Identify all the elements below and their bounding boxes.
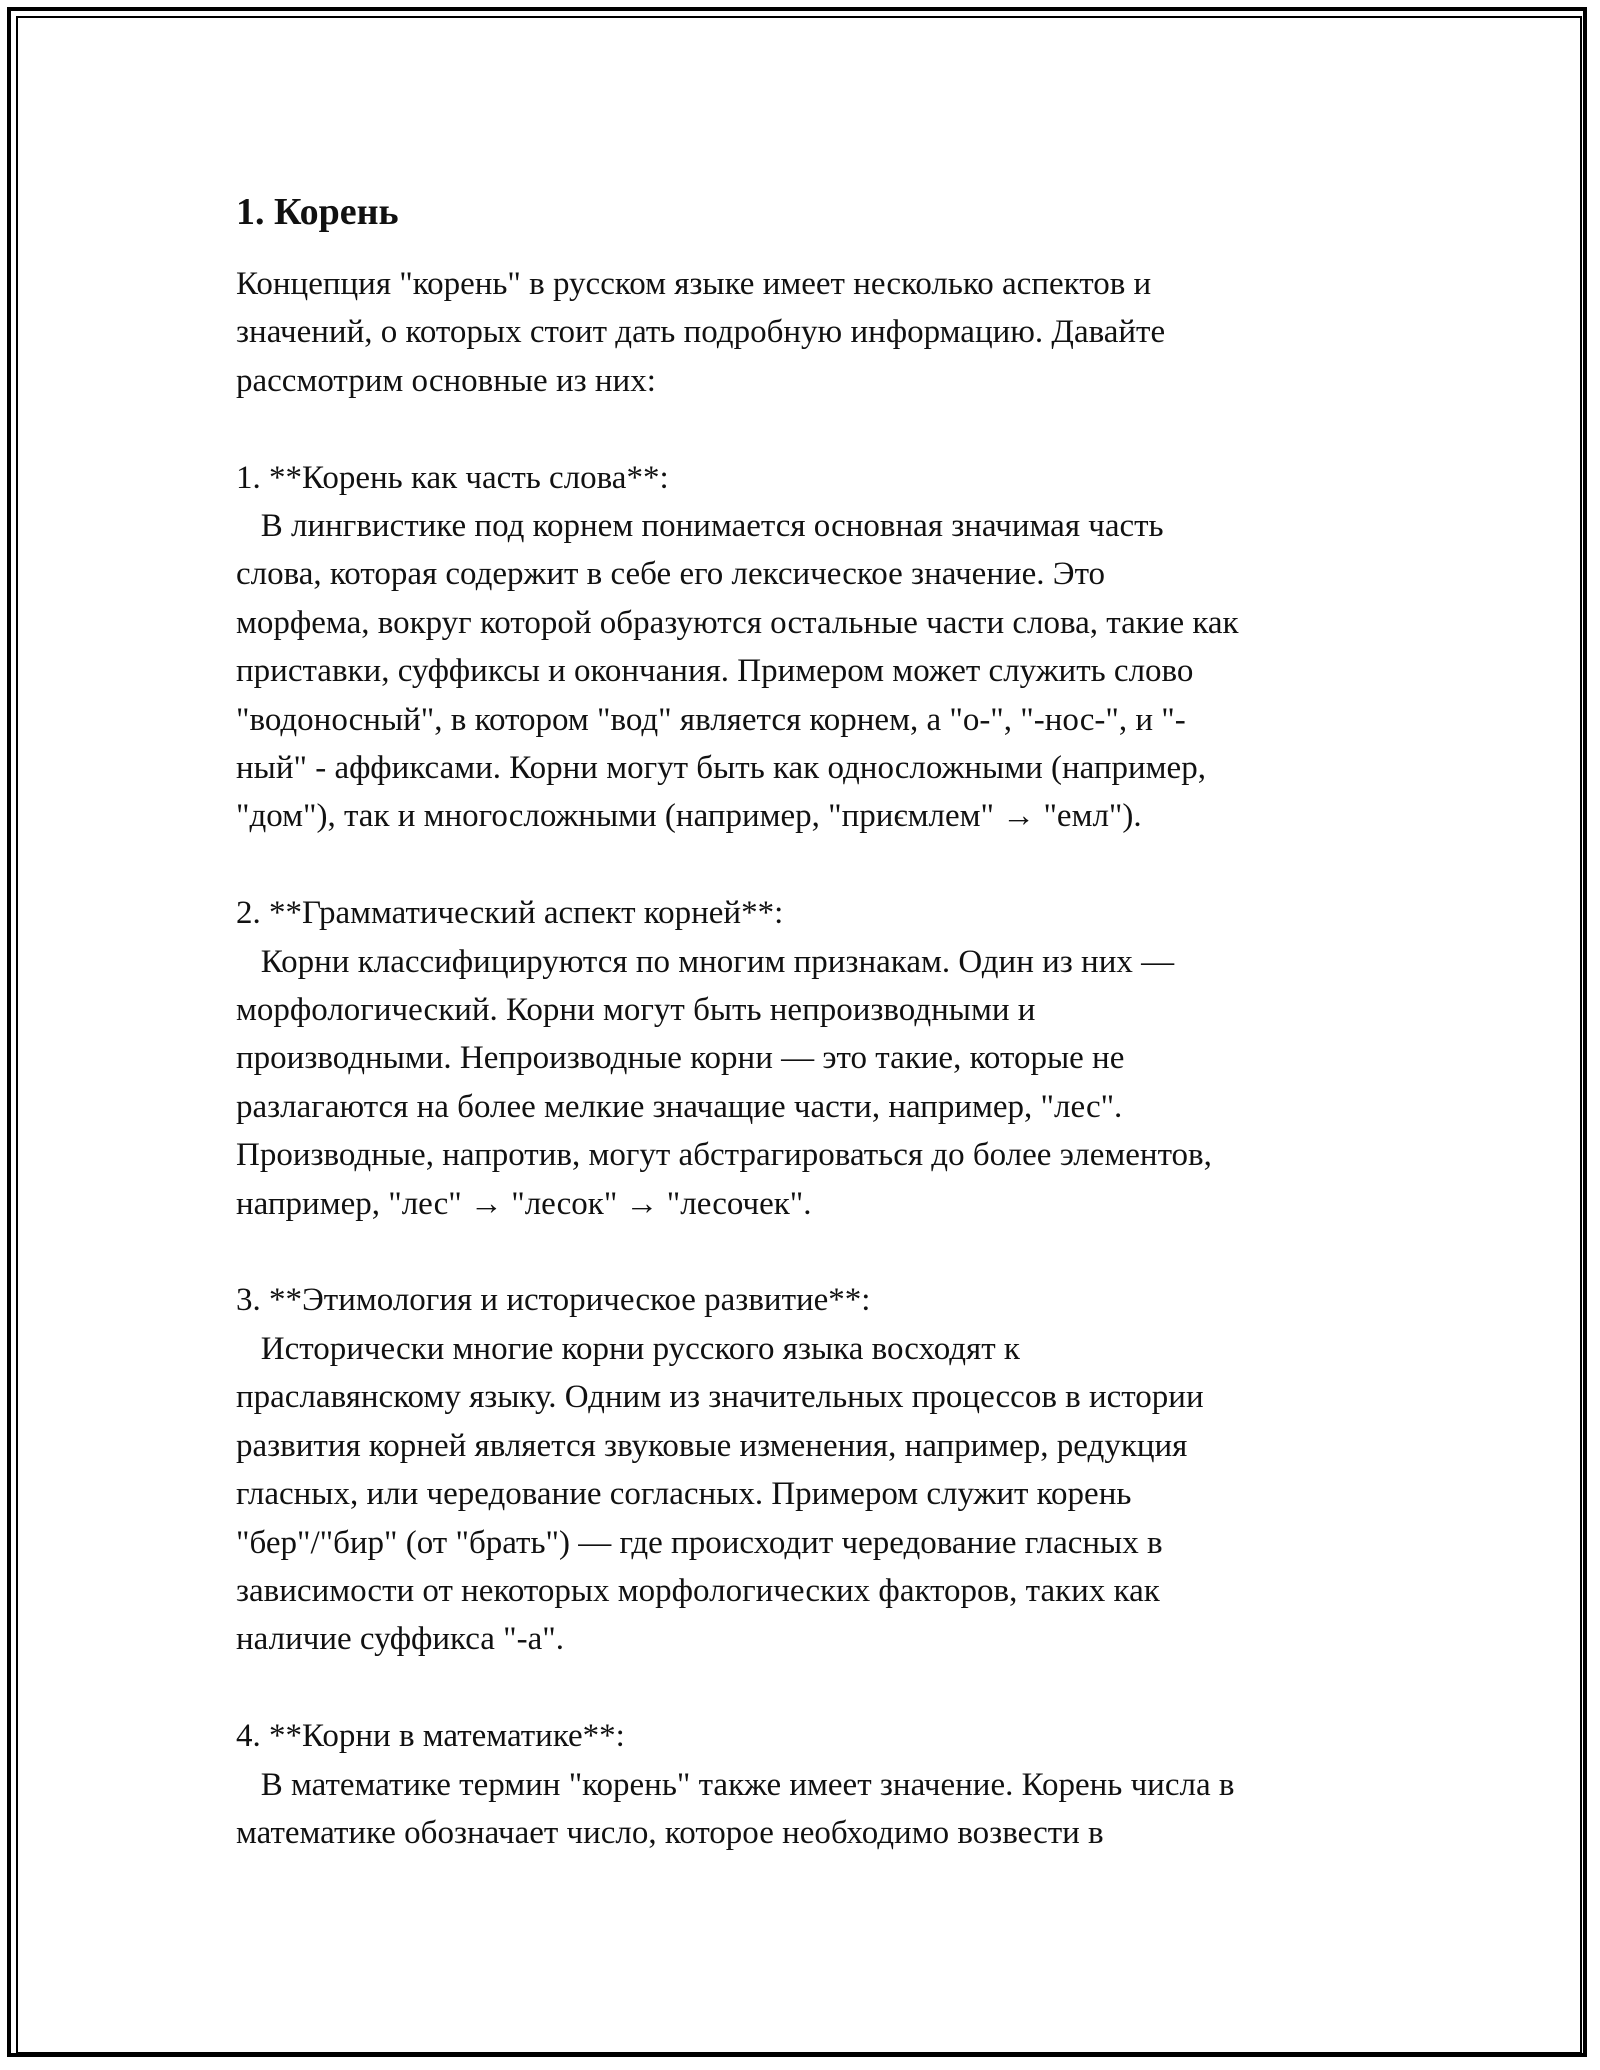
section-heading: 1. **Корень как часть слова**: [236, 459, 669, 496]
document-content [236, 186, 1376, 1857]
section-root-as-word-part [236, 454, 1376, 841]
document-title: 1. Корень [236, 191, 399, 233]
section-body: Корни классифицируются по многим признакам. Один из них — морфологический. Корни могут быть непроизводными и производными. Непроизводные корни — это такие, которые не разлагаются на более мелкие значащие части, например, "лес". Производные, напротив, могут абстрагироваться до более элементов, например, "лес" → "лесок" → "лесочек". [236, 943, 1212, 1222]
section-grammatical-aspect [236, 889, 1376, 1228]
section-body: В математике термин "корень" также имеет значение. Корень числа в математике обозначает число, которое необходимо возвести в [236, 1766, 1235, 1851]
intro-paragraph: Концепция "корень" в русском языке имеет несколько аспектов и значений, о которых стоит дать подробную информацию. Давайте рассмотрим основные из них: [236, 266, 1166, 399]
section-etymology [236, 1276, 1376, 1663]
section-heading: 3. **Этимология и историческое развитие**: [236, 1282, 871, 1319]
section-heading: 2. **Грамматический аспект корней**: [236, 895, 784, 932]
section-body: Исторически многие корни русского языка восходят к праславянскому языку. Одним из значительных процессов в истории развития корней является звуковые изменения, например, редукция гласных, или чередование согласных. Примером служит корень "бер"/"бир" (от "брать") — где происходит чередование гласных в зависимости от некоторых морфологических факторов, таких как наличие суффикса "-а". [236, 1330, 1204, 1658]
section-mathematics [236, 1712, 1376, 1857]
section-body: В лингвистике под корнем понимается основная значимая часть слова, которая содержит в себе его лексическое значение. Это морфема, вокруг которой образуются остальные части слова, такие как приставки, суффиксы и окончания. Примером может служить слово "водоносный", в котором "вод" является корнем, а "о-", "-нос-", и "- ный" - аффиксами. Корни могут быть как односложными (например, "дом"), так и многосложными (например, "приємлем" → "емл"). [236, 508, 1239, 835]
section-heading: 4. **Корни в математике**: [236, 1718, 625, 1755]
